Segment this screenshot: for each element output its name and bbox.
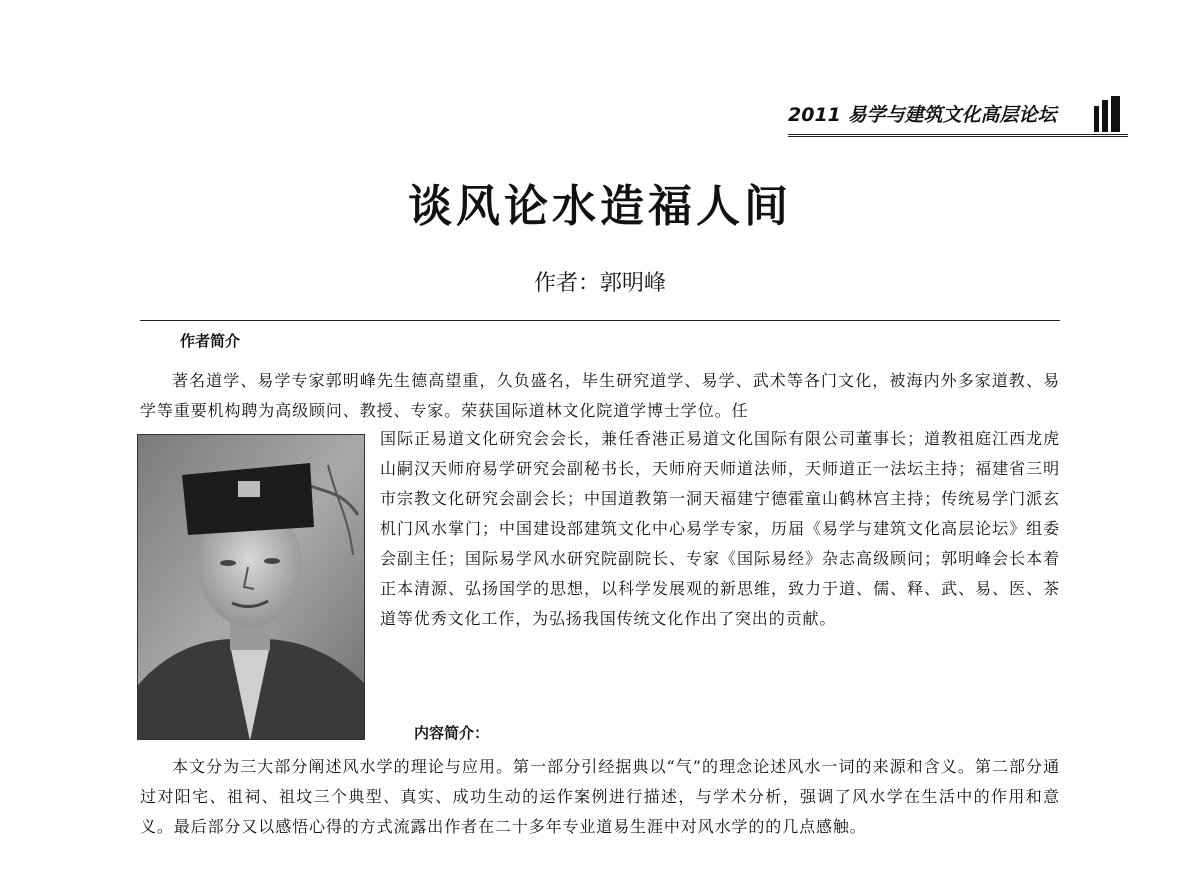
author-intro-paragraph-lead: 著名道学、易学专家郭明峰先生德高望重，久负盛名，毕生研究道学、易学、武术等各门文化，被海内外多家道教、易学等重要机构聘为高级顾问、教授、专家。荣获国际道林文化院道学博士学位。任	[140, 371, 1060, 420]
series-title: 2011 易学与建筑文化高层论坛	[788, 104, 1057, 126]
author-intro-label: 作者简介	[180, 332, 241, 350]
content-intro-paragraph: 本文分为三大部分阐述风水学的理论与应用。第一部分引经据典以“气”的理念论述风水一词的来源和含义。第二部分通过对阳宅、祖祠、祖坟三个典型、真实、成功生动的运作案例进行描述，与学术分析，强调了风水学在生活中的作用和意义。最后部分又以感悟心得的方式流露出作者在二十多年专业道易生涯中对风水学的的几点感触。	[140, 757, 1060, 836]
section-divider	[140, 320, 1060, 321]
article-author: 作者：郭明峰	[533, 271, 666, 296]
author-intro-paragraph-wrap: 国际正易道文化研究会会长，兼任香港正易道文化国际有限公司董事长；道教祖庭江西龙虎山嗣汉天师府易学研究会副秘书长，天师府天师道法师，天师道正一法坛主持；福建省三明市宗教文化研究会副会长；中国道教第一洞天福建宁德霍童山鹤林宫主持；传统易学门派玄机门风水掌门；中国建设部建筑文化中心易学专家，历届《易学与建筑文化高层论坛》组委会副主任；国际易学风水研究院副院长、专家《国际易经》杂志高级顾问；郭明峰会长本着正本清源、弘扬国学的思想，以科学发展观的新思维，致力于道、儒、释、武、易、医、茶道等优秀文化工作，为弘扬我国传统文化作出了突出的贡献。	[380, 429, 1060, 628]
author-photo	[137, 434, 365, 740]
header-rule	[788, 134, 1128, 137]
author-portrait-image	[138, 435, 365, 740]
content-intro-label: 内容简介：	[414, 724, 490, 742]
article-title: 谈风论水造福人间	[408, 181, 792, 232]
running-header	[788, 94, 1128, 134]
header-bars-icon	[1094, 94, 1124, 134]
